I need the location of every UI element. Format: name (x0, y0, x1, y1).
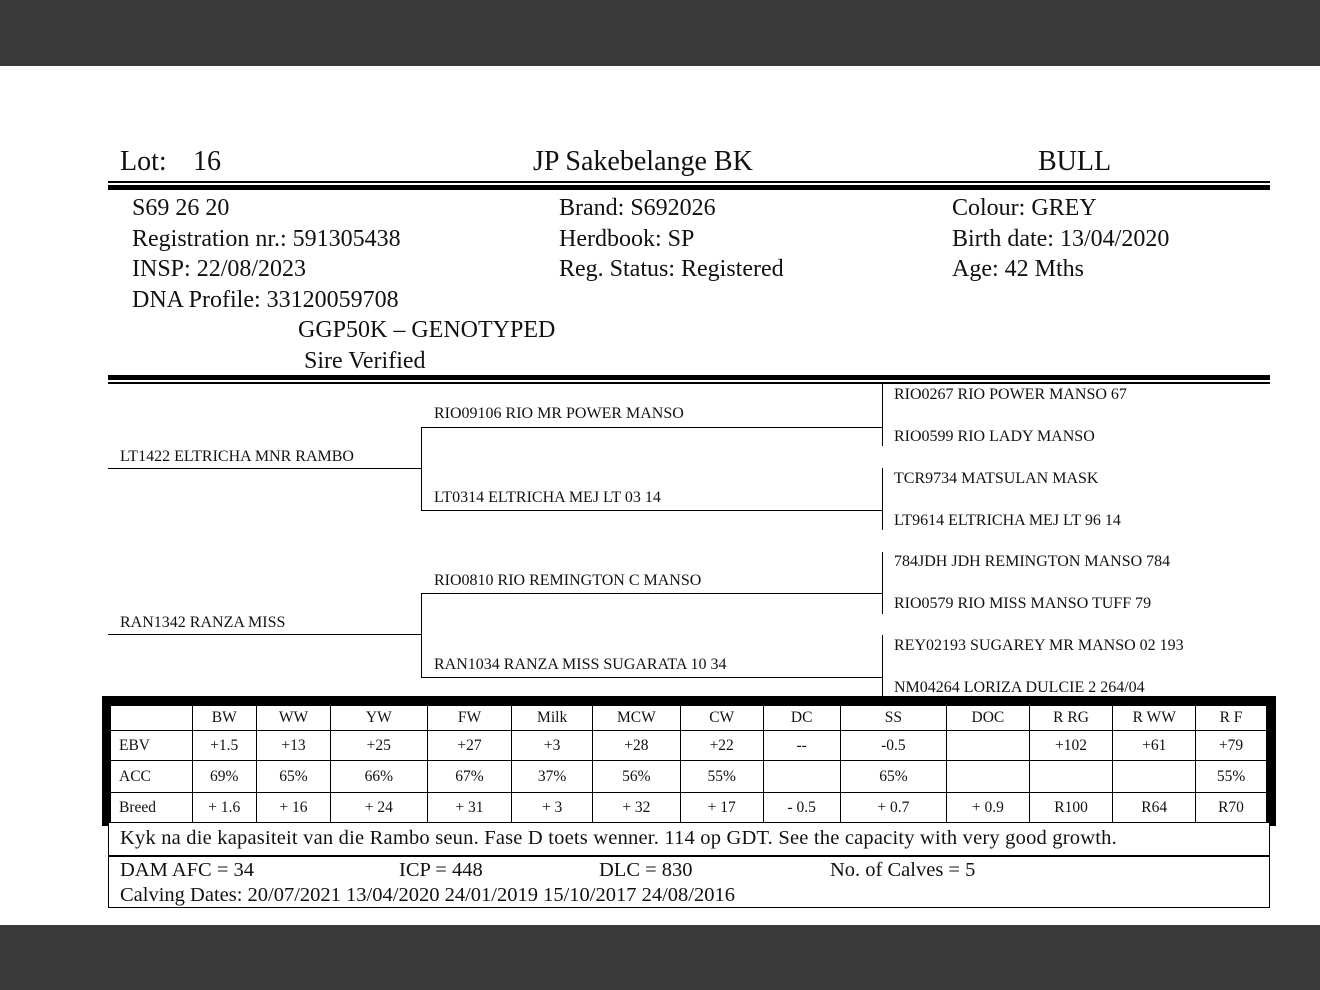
ebv-row-label: EBV (111, 731, 193, 761)
ebv-col-header: YW (331, 706, 428, 731)
dam-bracket (421, 593, 422, 677)
dam-line (108, 634, 422, 635)
ebv-col-header: R WW (1113, 706, 1196, 731)
info-rule-thick (108, 375, 1270, 380)
breed-cell: + 1.6 (192, 793, 256, 823)
info-middle (559, 193, 784, 285)
pedigree-gg-6: RIO0579 RIO MISS MANSO TUFF 79 (894, 595, 1152, 612)
ebv-cell: +28 (592, 731, 680, 761)
ebv-col-header: SS (840, 706, 946, 731)
lot-label: Lot: (120, 146, 167, 177)
ebv-cell: +25 (331, 731, 428, 761)
pedigree-dam-dam: RAN1034 RANZA MISS SUGARATA 10 34 (434, 656, 727, 673)
herdbook: Herdbook: SP (559, 225, 695, 252)
breed-cell: R70 (1196, 793, 1267, 823)
ebv-col-header: R F (1196, 706, 1267, 731)
info-rule-thin (108, 382, 1270, 384)
sd-line (421, 510, 882, 511)
gg-bracket-1 (882, 384, 883, 446)
ss-line (421, 427, 882, 428)
lot-number: 16 (193, 146, 221, 177)
genotype-status: GGP50K – GENOTYPED (298, 317, 556, 343)
acc-row-label: ACC (111, 761, 193, 793)
breed-cell: R100 (1029, 793, 1113, 823)
ebv-header-row (111, 706, 1267, 731)
ebv-col-header: BW (192, 706, 256, 731)
breed-cell: + 0.9 (947, 793, 1030, 823)
breed-row (111, 793, 1267, 823)
acc-cell: 55% (1196, 761, 1267, 793)
acc-cell (1113, 761, 1196, 793)
ebv-table (110, 705, 1267, 823)
pedigree-gg-2: RIO0599 RIO LADY MANSO (894, 428, 1095, 445)
ebv-cell: +102 (1029, 731, 1113, 761)
top-dark-band (0, 0, 1320, 66)
acc-row (111, 761, 1267, 793)
info-right (952, 193, 1169, 285)
animal-id: S69 26 20 (132, 195, 230, 221)
ebv-cell: +3 (512, 731, 593, 761)
ebv-cell (947, 731, 1030, 761)
breed-row-label: Breed (111, 793, 193, 823)
breed-cell: + 17 (680, 793, 763, 823)
birth-date: Birth date: 13/04/2020 (952, 225, 1170, 252)
breed-cell: R64 (1113, 793, 1196, 823)
sire-bracket (421, 427, 422, 511)
breed-cell: + 16 (256, 793, 330, 823)
header-rule-thick (108, 185, 1270, 190)
ebv-cell: +79 (1196, 731, 1267, 761)
acc-cell: 66% (331, 761, 428, 793)
bottom-dark-band (0, 925, 1320, 990)
ebv-col-header: DC (763, 706, 840, 731)
brand: Brand: S692026 (559, 195, 716, 221)
ebv-cell: -- (763, 731, 840, 761)
acc-cell (1029, 761, 1113, 793)
dlc: DLC = 830 (599, 859, 693, 881)
pedigree-gg-8: NM04264 LORIZA DULCIE 2 264/04 (894, 679, 1145, 696)
pedigree-dam: RAN1342 RANZA MISS (120, 614, 286, 631)
pedigree-sire-sire: RIO09106 RIO MR POWER MANSO (434, 405, 684, 422)
breed-cell: + 24 (331, 793, 428, 823)
gg-bracket-3 (882, 552, 883, 614)
ebv-col-header: FW (427, 706, 512, 731)
acc-cell: 65% (840, 761, 946, 793)
acc-cell: 67% (427, 761, 512, 793)
ebv-row (111, 731, 1267, 761)
pedigree-gg-1: RIO0267 RIO POWER MANSO 67 (894, 386, 1127, 403)
inspection-date: INSP: 22/08/2023 (132, 256, 307, 282)
ebv-col-header: WW (256, 706, 330, 731)
ebv-col-header: R RG (1029, 706, 1113, 731)
ebv-cell: +61 (1113, 731, 1196, 761)
registration-status: Reg. Status: Registered (559, 256, 784, 282)
pedigree-sire-dam: LT0314 ELTRICHA MEJ LT 03 14 (434, 489, 661, 506)
breed-cell: - 0.5 (763, 793, 840, 823)
breed-cell: + 3 (512, 793, 593, 823)
colour: Colour: GREY (952, 195, 1097, 221)
pedigree-gg-5: 784JDH JDH REMINGTON MANSO 784 (894, 553, 1171, 570)
acc-cell: 37% (512, 761, 593, 793)
ebv-cell: -0.5 (840, 731, 946, 761)
lot-sheet (0, 66, 1320, 925)
gg-bracket-2 (882, 468, 883, 530)
acc-cell: 69% (192, 761, 256, 793)
pedigree-dam-sire: RIO0810 RIO REMINGTON C MANSO (434, 572, 702, 589)
acc-cell (763, 761, 840, 793)
notes-divider (109, 855, 1269, 857)
dd-line (421, 677, 882, 678)
dam-afc: DAM AFC = 34 (120, 859, 255, 881)
ebv-col-header: Milk (512, 706, 593, 731)
ebv-col-header (111, 706, 193, 731)
pedigree-sire: LT1422 ELTRICHA MNR RAMBO (120, 448, 354, 465)
sire-line (108, 468, 422, 469)
breed-cell: + 0.7 (840, 793, 946, 823)
pedigree-gg-4: LT9614 ELTRICHA MEJ LT 96 14 (894, 512, 1121, 529)
icp: ICP = 448 (399, 859, 483, 881)
age: Age: 42 Mths (952, 256, 1084, 282)
animal-sex: BULL (1038, 146, 1112, 177)
pedigree-gg-3: TCR9734 MATSULAN MASK (894, 470, 1099, 487)
header-rule-thin (108, 181, 1270, 183)
number-of-calves: No. of Calves = 5 (830, 859, 976, 881)
ebv-col-header: DOC (947, 706, 1030, 731)
ebv-cell: +22 (680, 731, 763, 761)
ebv-col-header: MCW (592, 706, 680, 731)
info-left (132, 193, 555, 376)
notes-box (108, 822, 1270, 908)
breed-cell: + 31 (427, 793, 512, 823)
breeder-name: JP Sakebelange BK (533, 146, 753, 177)
gg-bracket-4 (882, 635, 883, 697)
acc-cell (947, 761, 1030, 793)
ds-line (421, 593, 882, 594)
ebv-cell: +1.5 (192, 731, 256, 761)
sire-verified: Sire Verified (304, 347, 426, 374)
calving-dates: Calving Dates: 20/07/2021 13/04/2020 24/01/2019 15/10/2017 24/08/2016 (120, 884, 735, 906)
ebv-cell: +27 (427, 731, 512, 761)
breed-cell: + 32 (592, 793, 680, 823)
registration-number: Registration nr.: 591305438 (132, 225, 401, 252)
acc-cell: 65% (256, 761, 330, 793)
ebv-col-header: CW (680, 706, 763, 731)
ebv-cell: +13 (256, 731, 330, 761)
comment-text: Kyk na die kapasiteit van die Rambo seun. Fase D toets wenner. 114 op GDT. See the capacity with very good growth. (120, 827, 1117, 849)
pedigree-gg-7: REY02193 SUGAREY MR MANSO 02 193 (894, 637, 1184, 654)
dna-profile: DNA Profile: 33120059708 (132, 286, 399, 313)
acc-cell: 56% (592, 761, 680, 793)
acc-cell: 55% (680, 761, 763, 793)
